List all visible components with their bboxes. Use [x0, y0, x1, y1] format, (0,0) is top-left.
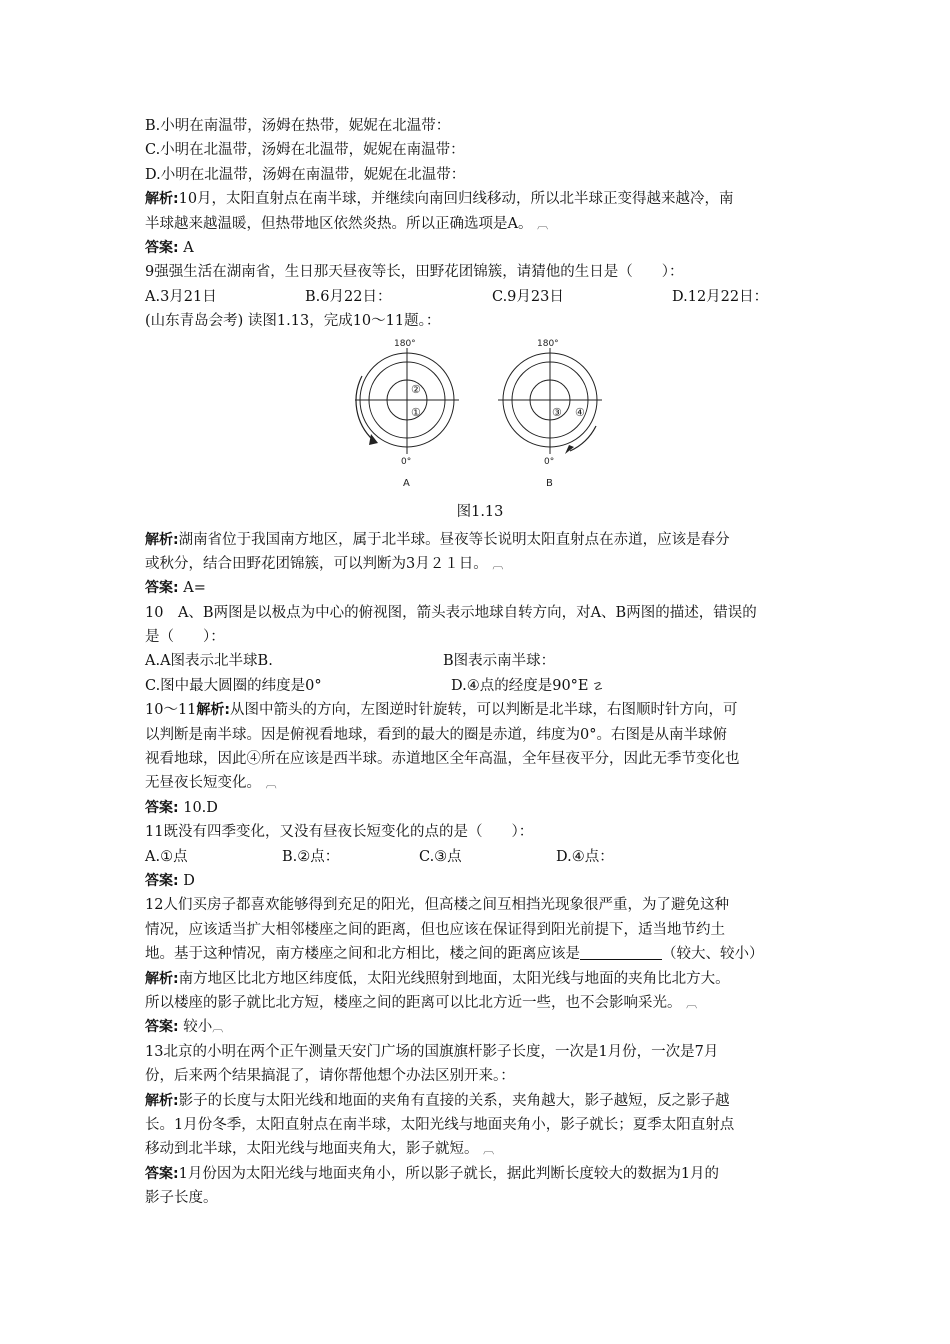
q10-analysis-cont3: 无昼夜长短变化。 ︹: [145, 775, 277, 792]
q10-stem: 10 A、B两图是以极点为中心的俯视图，箭头表示地球自转方向，对A、B两图的描述，错误的: [145, 604, 757, 621]
q12-stem: 12人们买房子都喜欢能够得到充足的阳光，但高楼之间互相挡光现象很严重，为了避免这种: [145, 897, 729, 914]
answer-label: 答案:: [145, 799, 179, 816]
q12-analysis-cont: 所以楼座的影子就比北方短，楼座之间的距离可以比北方近一些，也不会影响采光。 ︹: [145, 994, 698, 1011]
q13-analysis: 解析:影子的长度与太阳光线和地面的夹角有直接的关系，夹角越大，影子越短，反之影子越: [145, 1092, 730, 1109]
figure-1-13: [145, 334, 815, 494]
q11-stem: 11既没有四季变化，又没有昼夜长短变化的点的是（ ）：: [145, 824, 534, 841]
q9-analysis-cont: 或秋分，结合田野花团锦簇，可以判断为3月２１日。 ︹: [145, 555, 504, 572]
analysis-label: 解析:: [145, 191, 179, 208]
diagram-a-bottom-label: 0°: [401, 456, 412, 467]
q10-option-a: A.A图表示北半球B.: [145, 653, 273, 670]
q10-analysis: 10～11解析:从图中箭头的方向，左图逆时针旋转，可以判断是北半球，右图顺时针方向，可: [145, 702, 738, 719]
q9-stem: 9强强生活在湖南省，生日那天昼夜等长，田野花团锦簇，请猜他的生日是（ ）：: [145, 264, 684, 281]
edit-mark-icon: ︹: [537, 217, 549, 231]
q13-analysis-cont2: 移动到北半球，太阳光线与地面夹角大，影子就短。 ︹: [145, 1141, 495, 1158]
answer-blank: [580, 945, 662, 960]
figure-caption: 图1.13: [456, 503, 504, 520]
q10-stem-cont: 是（ ）：: [145, 629, 225, 646]
q9-option-a: A.3月21日: [145, 288, 217, 305]
edit-mark-icon: ︹: [686, 996, 698, 1010]
edit-mark-icon: ︹: [483, 1143, 495, 1157]
q12-stem-cont1: 情况，应该适当扩大相邻楼座之间的距离，但也应该在保证得到阳光前提下，适当地节约土: [145, 921, 725, 938]
q11-option-b: B.②点：: [282, 848, 340, 865]
analysis-label: 解析:: [145, 970, 179, 987]
q10-option-b: B图表示南半球：: [443, 653, 556, 670]
analysis-label: 解析:: [145, 531, 179, 548]
q13-stem-cont: 份，后来两个结果搞混了，请你帮他想个办法区别开来。：: [145, 1068, 515, 1085]
answer-label: 答案:: [145, 1019, 179, 1036]
q13-analysis-cont1: 长。1月份冬季，太阳直射点在南半球，太阳光线与地面夹角小，影子就长；夏季太阳直射点: [145, 1116, 735, 1133]
q9-option-b: B.6月22日：: [305, 288, 392, 305]
q11-answer: 答案: D: [145, 872, 195, 889]
scribble-mark-icon: ☡: [593, 679, 603, 693]
q10-answer: 答案: 10.D: [145, 799, 218, 816]
q10-analysis-cont2: 视看地球，因此④所在应该是西半球。赤道地区全年高温，全年昼夜平分，因此无季节变化也: [145, 751, 740, 768]
q9-analysis: 解析:湖南省位于我国南方地区，属于北半球。昼夜等长说明太阳直射点在赤道，应该是春分: [145, 531, 730, 548]
answer-label: 答案:: [145, 580, 179, 597]
diagram-b-label: B: [546, 477, 553, 489]
answer-label: 答案:: [145, 239, 179, 256]
q11-option-d: D.④点：: [556, 848, 614, 865]
q9-answer: 答案: A=: [145, 580, 206, 597]
q10-option-d: D.④点的经度是90°E ☡: [451, 674, 603, 698]
q10-options-ab: [145, 649, 815, 673]
q11-option-c: C.③点: [419, 848, 462, 865]
diagram-a-label: A: [403, 477, 410, 489]
answer-label: 答案:: [145, 872, 179, 889]
q9-option-c: C.9月23日: [492, 288, 564, 305]
q13-answer-cont: 影子长度。: [145, 1190, 218, 1207]
edit-mark-icon: ︹: [212, 1021, 224, 1035]
diagram-b-top-label: 180°: [537, 338, 559, 349]
q13-answer: 答案:1月份因为太阳光线与地面夹角小，所以影子就长，据此判断长度较大的数据为1月的: [145, 1165, 720, 1182]
marker-4: ④: [575, 405, 585, 419]
diagram-b: [498, 348, 602, 454]
q8-option-b: B.小明在南温带，汤姆在热带，妮妮在北温带：: [145, 118, 451, 134]
q11-option-a: A.①点: [145, 848, 188, 865]
q8-option-d: D.小明在北温带，汤姆在南温带，妮妮在北温带：: [145, 166, 466, 183]
diagram-b-bottom-label: 0°: [544, 456, 555, 467]
analysis-label: 解析:: [196, 702, 231, 719]
q10-option-c: C.图中最大圆圈的纬度是0°: [145, 677, 322, 694]
q8-option-c: C.小明在北温带，汤姆在北温带，妮妮在南温带：: [145, 142, 465, 159]
marker-3: ③: [552, 405, 562, 419]
polar-view-diagram: [345, 334, 615, 494]
q8-answer: 答案: A: [145, 239, 194, 256]
q9-option-d: D.12月22日：: [672, 288, 769, 305]
q10-11-intro: (山东青岛会考) 读图1.13，完成10～11题。：: [145, 313, 441, 330]
document-page: [145, 114, 815, 1210]
q13-stem: 13北京的小明在两个正午测量天安门广场的国旗旗杆影子长度，一次是1月份，一次是7月: [145, 1043, 719, 1060]
edit-mark-icon: ︹: [492, 557, 504, 571]
marker-1: ①: [411, 405, 421, 419]
q8-analysis-cont: 半球越来越温暖，但热带地区依然炎热。所以正确选项是A。 ︹: [145, 215, 549, 232]
q12-analysis: 解析:南方地区比北方地区纬度低，太阳光线照射到地面，太阳光线与地面的夹角比北方大。: [145, 970, 730, 987]
q10-options-cd: [145, 674, 815, 698]
diagram-a-top-label: 180°: [394, 338, 416, 349]
diagram-a: [355, 348, 459, 454]
analysis-label: 解析:: [145, 1092, 179, 1109]
marker-2: ②: [411, 382, 421, 396]
q12-stem-cont2: 地。基于这种情况，南方楼座之间和北方相比，楼之间的距离应该是 （较大、较小）: [145, 946, 764, 963]
edit-mark-icon: ︹: [265, 777, 277, 791]
answer-label: 答案:: [145, 1165, 179, 1182]
q11-options: [145, 845, 815, 869]
q8-analysis: 解析:10月，太阳直射点在南半球，并继续向南回归线移动，所以北半球正变得越来越冷，南: [145, 191, 734, 208]
q10-analysis-cont1: 以判断是南半球。因是俯视看地球，看到的最大的圈是赤道，纬度为0°。右图是从南半球俯: [145, 726, 727, 743]
q12-answer: 答案: 较小︹: [145, 1019, 224, 1036]
q9-options: [145, 285, 815, 309]
